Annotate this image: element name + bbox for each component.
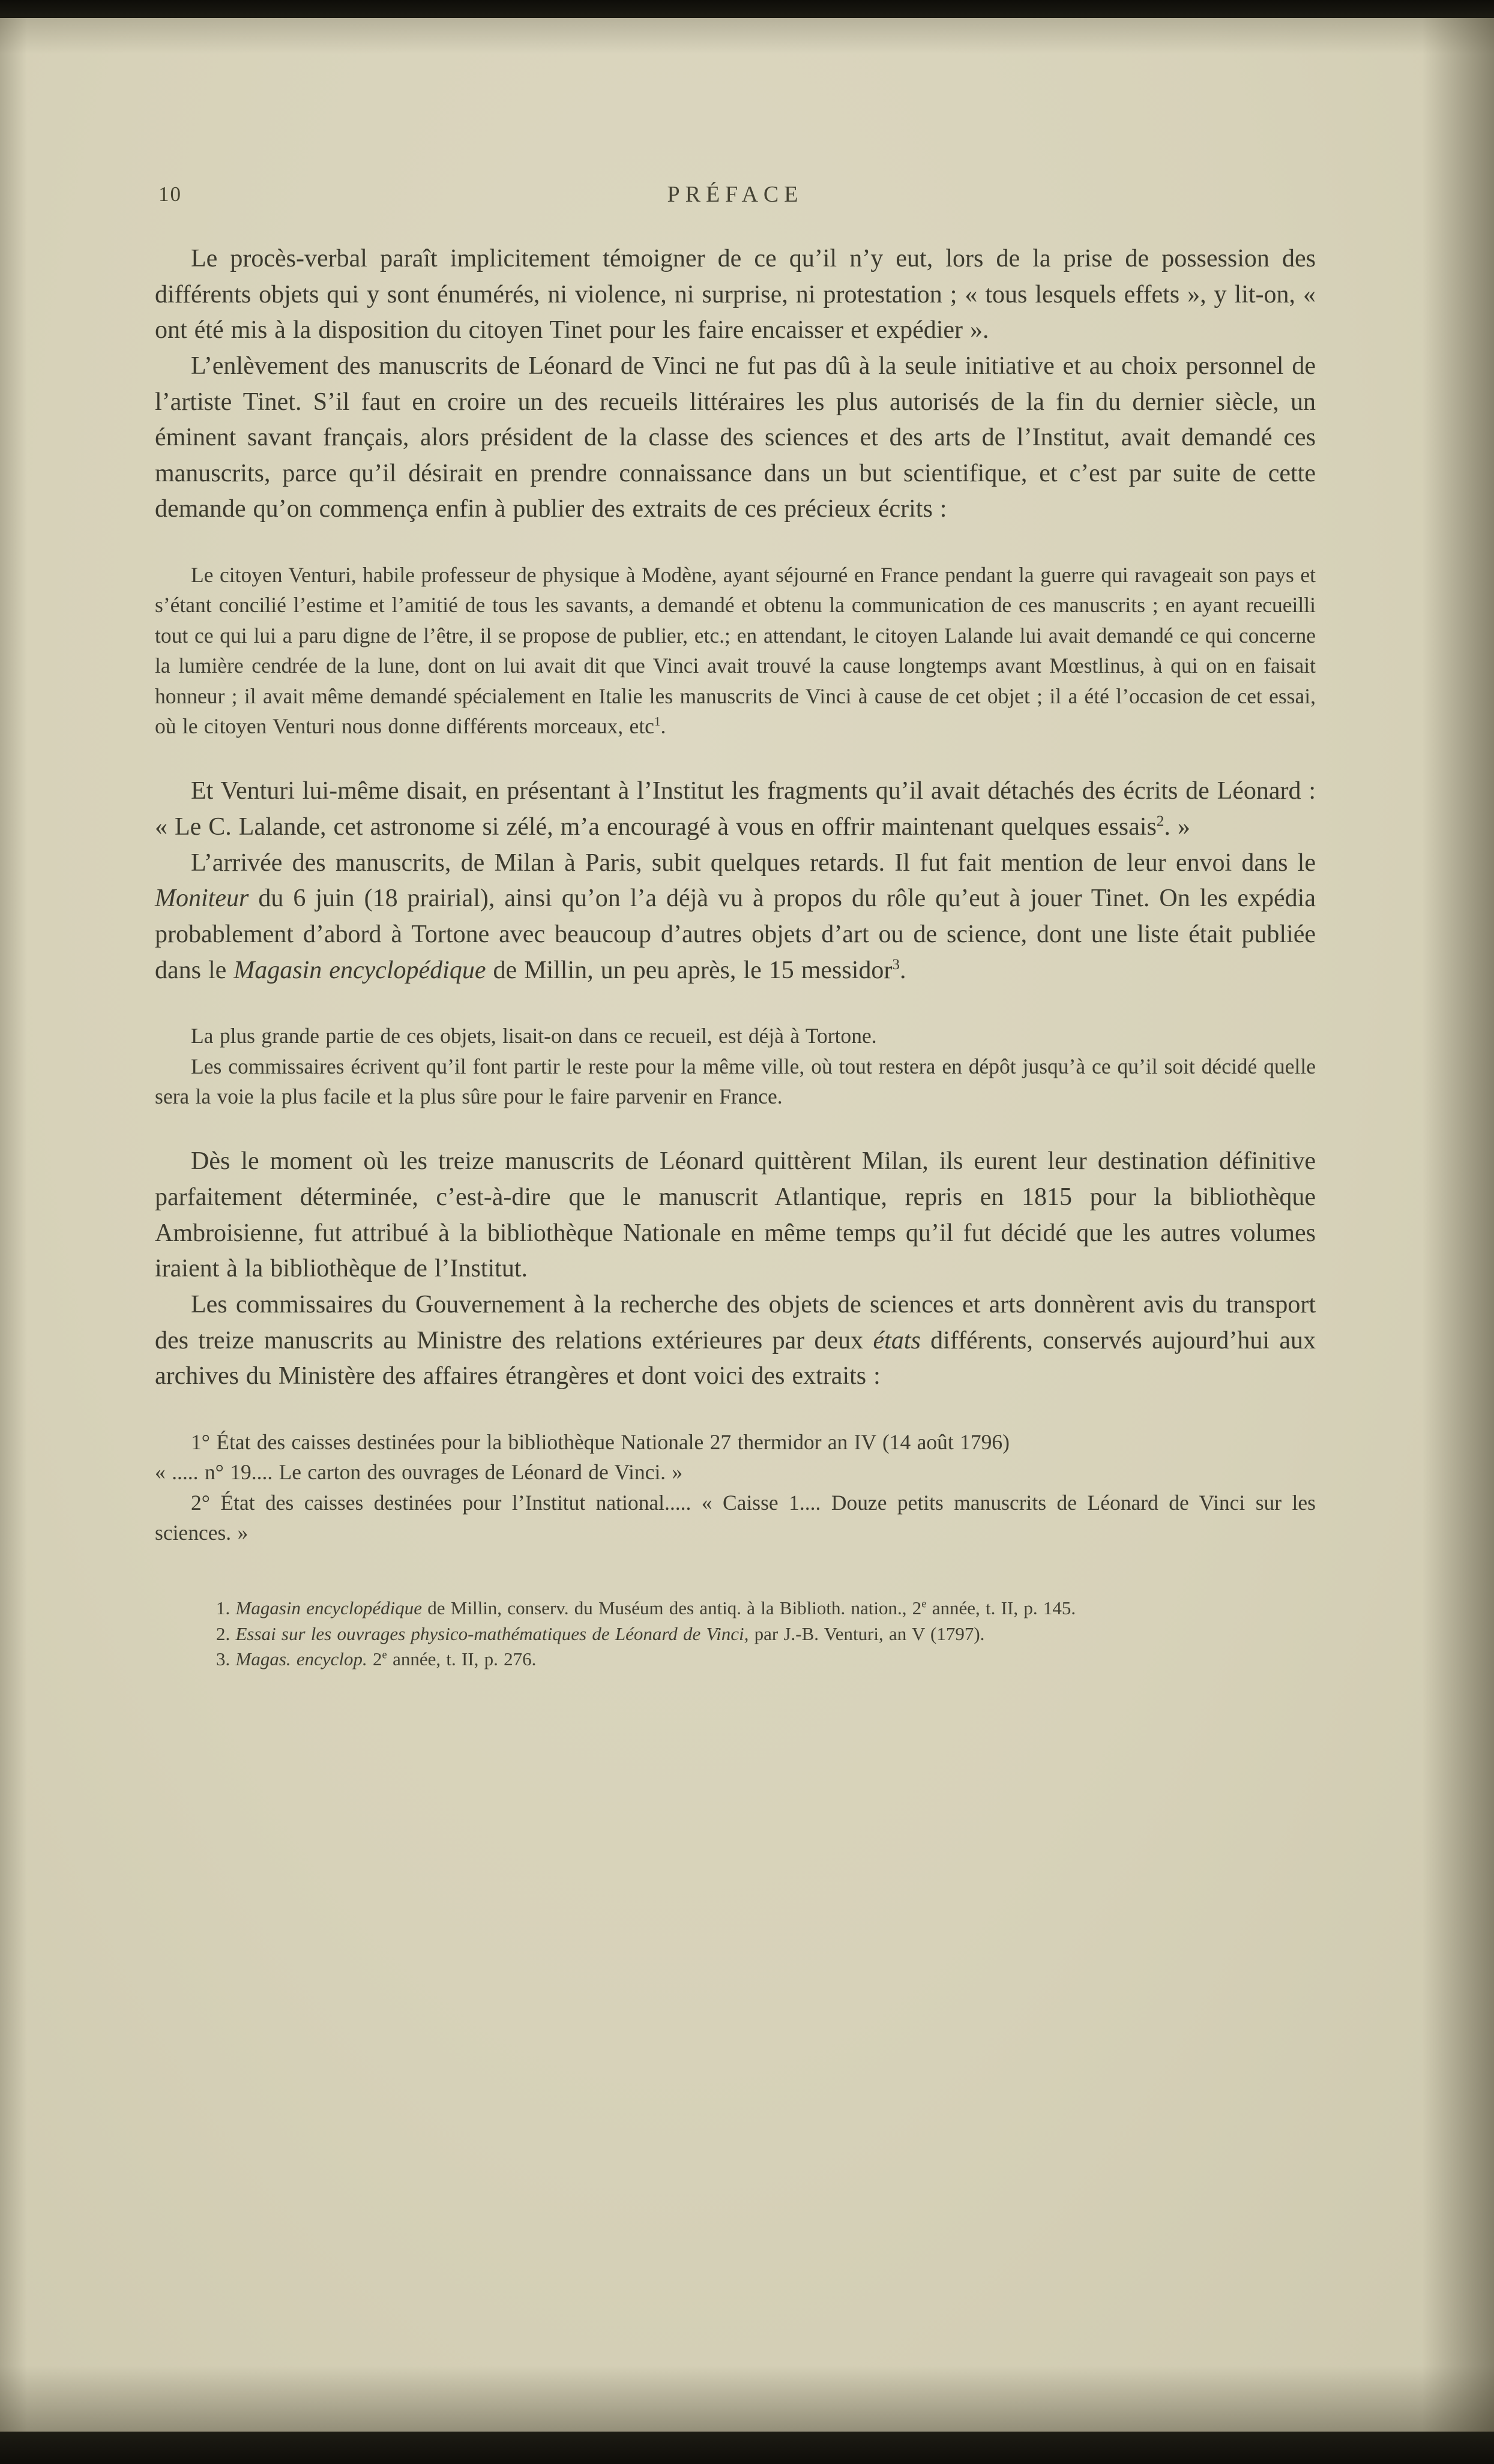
text-paragraph: « ..... n° 19.... Le carton des ouvrages de Léonard de Vinci. » <box>155 1460 683 1485</box>
text-paragraph: Dès le moment où les treize manuscrits de Léonard quittèrent Milan, ils eurent leur destination définitive parfaitement déterminée, c’est-à-dire que le manuscrit Atlantique, repris en 1815 pour la bibliothèque Ambroisienne, fut attribué à la bibliothèque Nationale en même temps qu’il fut décidé que les autres volumes iraient à la bibliothèque de l’Institut. <box>155 1147 1316 1283</box>
paragraph-commissaires <box>155 1287 1316 1395</box>
text-paragraph: Les commissaires écrivent qu’il font partir le reste pour la même ville, où tout restera en dépôt jusqu’à ce qu’il soit décidé quelle sera la voie la plus facile et la plus sûre pour le faire parvenir en France. <box>155 1054 1316 1108</box>
paragraph-enlevement <box>155 349 1316 527</box>
paragraph-proces-verbal <box>155 241 1316 349</box>
text-paragraph: Et Venturi lui-même disait, en présentant à l’Institut les fragments qu’il avait détachés des écrits de Léonard : « Le C. Lalande, cet astronome si zélé, m’a encouragé à vous en offrir maintenant quelques essais$^2$. » <box>155 777 1316 841</box>
paper-sheet <box>0 18 1494 2432</box>
paragraph-destination <box>155 1144 1316 1287</box>
text-paragraph: L’arrivée des manuscrits, de Milan à Paris, subit quelques retards. Il fut fait mention de leur envoi dans le Moniteur du 6 juin (18 prairial), ainsi qu’on l’a déjà vu à propos du rôle qu’eut à jouer Tinet. On les expédia probablement d’abord à Tortone avec beaucoup d’autres objets d’art ou de science, dont une liste était publiée dans le Magasin encyclopédique de Millin, un peu après, le 15 messidor$^3$. <box>155 849 1316 984</box>
running-title: PRÉFACE <box>667 182 804 207</box>
text-paragraph: 1° État des caisses destinées pour la bibliothèque Nationale 27 thermidor an IV (14 août 1796) <box>191 1429 1010 1454</box>
text-paragraph: 1. Magasin encyclopédique de Millin, conserv. du Muséum des antiq. à la Biblioth. nation., 2e année, t. II, p. 145. <box>216 1597 1076 1619</box>
scan-border-bottom <box>0 2432 1494 2464</box>
page-header <box>155 18 1316 208</box>
text-paragraph: 2. Essai sur les ouvrages physico-mathématiques de Léonard de Vinci, par J.-B. Venturi, an V (1797). <box>216 1623 985 1644</box>
text-paragraph: Les commissaires du Gouvernement à la recherche des objets de sciences et arts donnèrent avis du transport des treize manuscrits au Ministre des relations extérieures par deux états différents, conservés aujourd’hui aux archives du Ministère des affaires étrangères et dont voici des extraits : <box>155 1290 1316 1390</box>
text-paragraph: L’enlèvement des manuscrits de Léonard de Vinci ne fut pas dû à la seule initiative et au choix personnel de l’artiste Tinet. S’il faut en croire un des recueils littéraires les plus autorisés de la fin du dernier siècle, un éminent savant français, alors président de la classe des sciences et des arts de l’Institut, avait demandé ces manuscrits, parce qu’il désirait en prendre connaissance dans un but scientifique, et c’est par suite de cette demande qu’on commença enfin à publier des extraits de ces précieux écrits : <box>155 352 1316 523</box>
text-paragraph: Le citoyen Venturi, habile professeur de physique à Modène, ayant séjourné en France pendant la guerre qui ravageait son pays et s’étant concilié l’estime et l’amitié de tous les savants, a demandé et obtenu la communication de ces manuscrits ; en ayant recueilli tout ce qui lui a paru digne de l’être, il se propose de publier, etc.; en attendant, le citoyen Lalande lui avait demandé ce qui concerne la lumière cendrée de la lune, dont on lui avait dit que Vinci avait trouvé la cause longtemps avant Mœstlinus, à qui on en faisait honneur ; il avait même demandé spécialement en Italie les manuscrits de Vinci à cause de cet objet ; il a été l’occasion de cet essai, où le citoyen Venturi nous donne différents morceaux, etc$^1$. <box>155 563 1316 739</box>
text-paragraph: 3. Magas. encyclop. 2e année, t. II, p. 276. <box>216 1648 537 1669</box>
quote-etats-des-caisses <box>155 1427 1316 1548</box>
paragraph-et-venturi <box>155 774 1316 845</box>
text-paragraph: Le procès-verbal paraît implicitement témoigner de ce qu’il n’y eut, lors de la prise de possession des différents objets qui y sont énumérés, ni violence, ni surprise, ni protestation ; « tous lesquels effets », y lit-on, « ont été mis à la disposition du citoyen Tinet pour les faire encaisser et expédier ». <box>155 245 1316 344</box>
footnotes <box>155 1596 1316 1671</box>
page-text <box>155 241 1316 1672</box>
quote-tortone <box>155 1021 1316 1111</box>
text-paragraph: La plus grande partie de ces objets, lisait-on dans ce recueil, est déjà à Tortone. <box>191 1024 877 1048</box>
scan-border-top <box>0 0 1494 18</box>
page-number: 10 <box>158 182 182 206</box>
paragraph-arrivee <box>155 846 1316 989</box>
quote-venturi <box>155 560 1316 741</box>
text-paragraph: 2° État des caisses destinées pour l’Institut national..... « Caisse 1.... Douze petits manuscrits de Léonard de Vinci sur les sciences. » <box>155 1490 1316 1545</box>
